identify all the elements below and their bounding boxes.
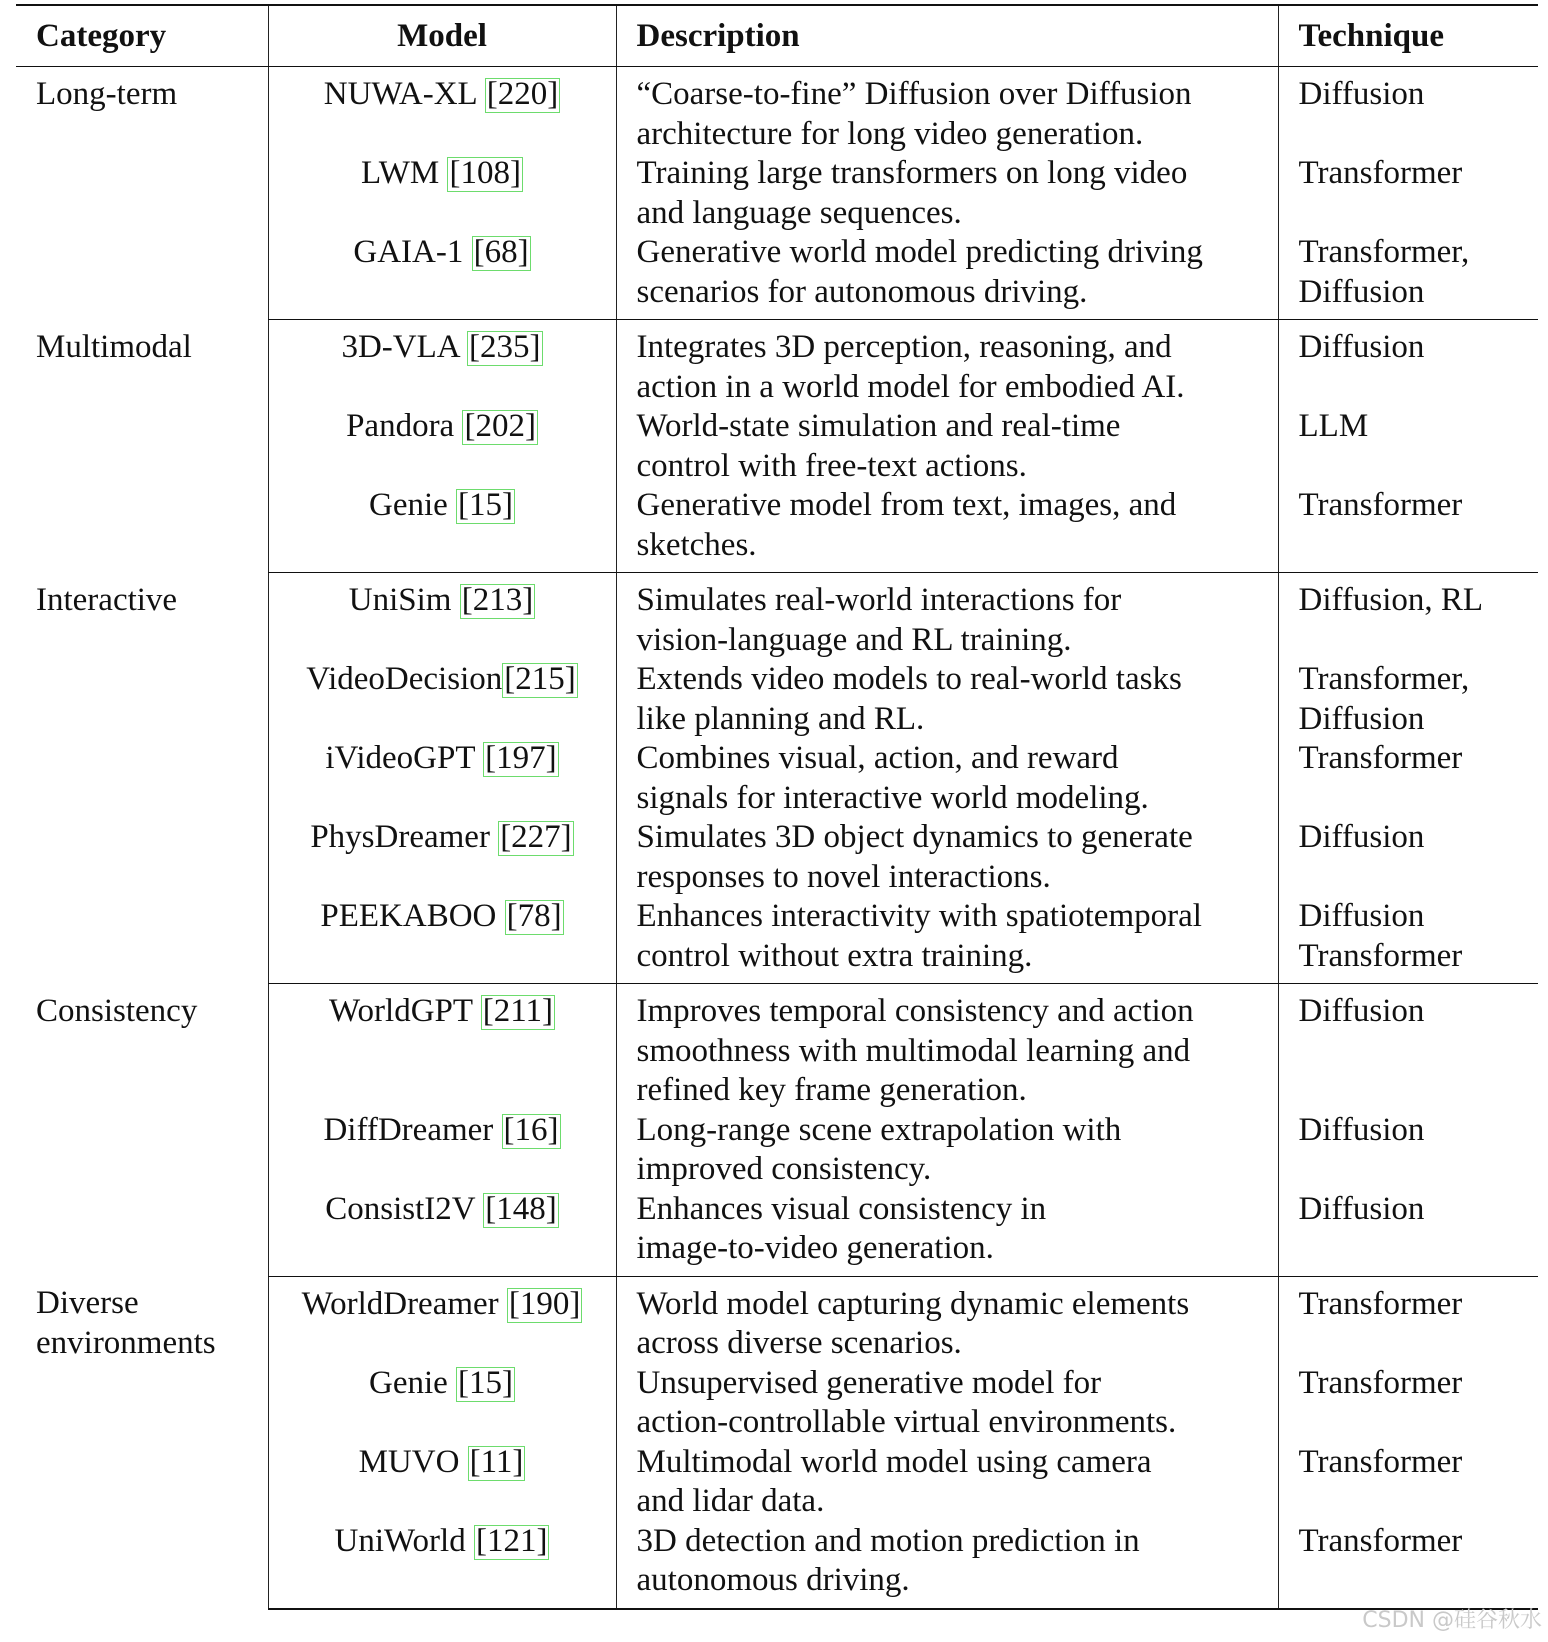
citation-link[interactable]: [235] xyxy=(469,329,541,365)
technique-cell xyxy=(1278,1522,1538,1609)
description-line: image-to-video generation. xyxy=(636,1230,994,1266)
description-line: autonomous driving. xyxy=(636,1562,910,1598)
description-line: World model capturing dynamic elements xyxy=(636,1285,1190,1322)
technique-line: Transformer, xyxy=(1298,661,1470,697)
technique-cell xyxy=(1278,154,1538,233)
model-cell xyxy=(268,573,616,661)
description-line: scenarios for autonomous driving. xyxy=(636,273,1088,310)
description-line: World-state simulation and real-time xyxy=(636,408,1121,444)
technique-line: Transformer xyxy=(1298,937,1463,974)
technique-cell xyxy=(1278,984,1538,1111)
technique-line: Diffusion xyxy=(1298,700,1425,737)
technique-cell xyxy=(1278,739,1538,818)
category-label: Consistency xyxy=(36,992,198,1029)
description-cell xyxy=(616,984,1278,1111)
citation-link[interactable]: [78] xyxy=(506,898,562,934)
category-label: Long-term xyxy=(36,76,178,112)
technique-cell xyxy=(1278,320,1538,408)
technique-cell xyxy=(1278,897,1538,984)
description-cell xyxy=(616,1111,1278,1190)
citation-link[interactable]: [16] xyxy=(503,1111,559,1148)
model-name: UniWorld xyxy=(334,1522,474,1559)
technique-line: Transformer xyxy=(1298,1285,1463,1322)
header-technique: Technique xyxy=(1278,5,1538,67)
model-cell xyxy=(268,320,616,408)
description-cell xyxy=(616,1443,1278,1522)
citation-link[interactable]: [108] xyxy=(449,155,521,191)
technique-line: Diffusion xyxy=(1298,993,1425,1029)
description-cell xyxy=(616,67,1278,155)
description-cell xyxy=(616,233,1278,320)
technique-cell xyxy=(1278,67,1538,155)
technique-line: Diffusion xyxy=(1298,1190,1425,1227)
model-cell xyxy=(268,1364,616,1443)
model-name: 3D-VLA xyxy=(341,329,468,365)
table-row xyxy=(16,984,1538,1111)
description-cell xyxy=(616,660,1278,739)
technique-line: Diffusion xyxy=(1298,76,1425,112)
technique-line: Transformer xyxy=(1298,1443,1463,1480)
table-row xyxy=(16,320,1538,408)
technique-line: Transformer xyxy=(1298,487,1463,523)
header-category: Category xyxy=(16,5,268,67)
description-line: refined key frame generation. xyxy=(636,1072,1027,1108)
model-cell xyxy=(268,1111,616,1190)
description-line: Enhances visual consistency in xyxy=(636,1190,1047,1227)
description-cell xyxy=(616,486,1278,573)
description-line: sketches. xyxy=(636,526,757,563)
description-line: Extends video models to real-world tasks xyxy=(636,661,1182,697)
technique-line: Transformer xyxy=(1298,1364,1463,1401)
model-name: ConsistI2V xyxy=(325,1190,484,1227)
technique-cell xyxy=(1278,1443,1538,1522)
description-line: control with free-text actions. xyxy=(636,447,1027,484)
world-models-table xyxy=(16,4,1538,1610)
table-row xyxy=(16,1276,1538,1364)
technique-line: Transformer xyxy=(1298,740,1463,776)
description-line: and language sequences. xyxy=(636,194,962,231)
model-name: LWM xyxy=(361,155,448,191)
citation-link[interactable]: [227] xyxy=(500,819,572,855)
technique-line: LLM xyxy=(1298,408,1369,444)
description-cell xyxy=(616,154,1278,233)
category-label: Multimodal xyxy=(36,328,192,365)
model-cell xyxy=(268,1190,616,1277)
citation-link[interactable]: [121] xyxy=(475,1522,548,1559)
description-line: Multimodal world model using camera xyxy=(636,1443,1152,1480)
description-line: responses to novel interactions. xyxy=(636,858,1051,895)
description-line: Improves temporal consistency and action xyxy=(636,993,1194,1029)
citation-link[interactable]: [11] xyxy=(469,1443,524,1480)
description-line: Combines visual, action, and reward xyxy=(636,740,1119,776)
description-line: Simulates real-world interactions for xyxy=(636,582,1122,618)
model-name: VideoDecision xyxy=(306,661,503,697)
technique-cell xyxy=(1278,1111,1538,1190)
model-name: PEEKABOO xyxy=(320,898,505,934)
technique-line: Diffusion xyxy=(1298,898,1425,934)
technique-line: Diffusion, RL xyxy=(1298,582,1484,618)
technique-line: Transformer xyxy=(1298,155,1463,191)
watermark: CSDN @硅谷秋水 xyxy=(1362,1608,1542,1633)
model-name: MUVO xyxy=(358,1443,468,1480)
citation-link[interactable]: [148] xyxy=(485,1190,557,1227)
description-cell xyxy=(616,1364,1278,1443)
citation-link[interactable]: [215] xyxy=(504,661,576,697)
model-name: iVideoGPT xyxy=(325,740,484,776)
model-cell xyxy=(268,233,616,320)
description-line: Enhances interactivity with spatiotemporal xyxy=(636,898,1202,934)
description-line: improved consistency. xyxy=(636,1151,932,1187)
technique-cell xyxy=(1278,233,1538,320)
category-cell xyxy=(16,67,268,320)
model-cell xyxy=(268,984,616,1111)
model-cell xyxy=(268,407,616,486)
model-name: WorldGPT xyxy=(329,993,481,1029)
technique-line: Transformer xyxy=(1298,1522,1463,1559)
technique-cell xyxy=(1278,818,1538,897)
table-row xyxy=(16,67,1538,155)
description-cell xyxy=(616,1276,1278,1364)
description-cell xyxy=(616,573,1278,661)
description-line: Generative world model predicting driving xyxy=(636,234,1203,270)
description-cell xyxy=(616,407,1278,486)
citation-link[interactable]: [68] xyxy=(473,234,529,270)
description-cell xyxy=(616,320,1278,408)
description-line: 3D detection and motion prediction in xyxy=(636,1522,1140,1559)
model-name: Genie xyxy=(368,1364,457,1401)
category-label: Diverse environments xyxy=(36,1285,216,1361)
model-name: NUWA-XL xyxy=(323,76,485,112)
description-line: Training large transformers on long video xyxy=(636,155,1188,191)
model-cell xyxy=(268,739,616,818)
model-cell xyxy=(268,897,616,984)
technique-cell xyxy=(1278,1276,1538,1364)
technique-line: Diffusion xyxy=(1298,819,1425,855)
description-cell xyxy=(616,1190,1278,1277)
technique-line: Diffusion xyxy=(1298,1111,1425,1148)
category-cell xyxy=(16,1276,268,1609)
model-name: DiffDreamer xyxy=(323,1111,502,1148)
model-name: Genie xyxy=(368,487,457,523)
description-line: like planning and RL. xyxy=(636,700,925,737)
citation-link[interactable]: [213] xyxy=(461,582,534,618)
description-cell xyxy=(616,818,1278,897)
model-name: GAIA-1 xyxy=(353,234,472,270)
description-line: across diverse scenarios. xyxy=(636,1325,962,1361)
description-line: Generative model from text, images, and xyxy=(636,487,1177,523)
model-cell xyxy=(268,1522,616,1609)
technique-cell xyxy=(1278,1190,1538,1277)
citation-link[interactable]: [220] xyxy=(486,76,559,112)
citation-link[interactable]: [190] xyxy=(508,1285,581,1322)
description-line: and lidar data. xyxy=(636,1483,825,1519)
model-name: WorldDreamer xyxy=(301,1285,507,1322)
category-cell xyxy=(16,984,268,1277)
technique-line: Diffusion xyxy=(1298,273,1425,310)
technique-cell xyxy=(1278,573,1538,661)
model-name: Pandora xyxy=(346,408,463,444)
model-cell xyxy=(268,1276,616,1364)
category-cell xyxy=(16,573,268,984)
model-name: PhysDreamer xyxy=(310,819,499,855)
model-cell xyxy=(268,154,616,233)
table-row xyxy=(16,573,1538,661)
table-body xyxy=(16,67,1538,1609)
description-line: Unsupervised generative model for xyxy=(636,1364,1102,1401)
description-cell xyxy=(616,1522,1278,1609)
citation-link[interactable]: [15] xyxy=(458,487,514,523)
description-line: Simulates 3D object dynamics to generate xyxy=(636,819,1193,855)
description-line: Long-range scene extrapolation with xyxy=(636,1111,1122,1148)
description-line: Integrates 3D perception, reasoning, and xyxy=(636,329,1172,365)
header-model: Model xyxy=(268,5,616,67)
model-cell xyxy=(268,486,616,573)
description-cell xyxy=(616,897,1278,984)
description-cell xyxy=(616,739,1278,818)
technique-cell xyxy=(1278,1364,1538,1443)
description-line: architecture for long video generation. xyxy=(636,115,1144,152)
category-cell xyxy=(16,320,268,573)
model-cell xyxy=(268,818,616,897)
description-line: smoothness with multimodal learning and xyxy=(636,1032,1191,1069)
model-cell xyxy=(268,660,616,739)
technique-line: Transformer, xyxy=(1298,234,1470,270)
model-name: UniSim xyxy=(348,582,460,618)
technique-cell xyxy=(1278,486,1538,573)
model-cell xyxy=(268,1443,616,1522)
table-header-row xyxy=(16,5,1538,67)
description-line: action in a world model for embodied AI. xyxy=(636,368,1185,405)
model-cell xyxy=(268,67,616,155)
technique-cell xyxy=(1278,407,1538,486)
technique-line: Diffusion xyxy=(1298,329,1425,365)
citation-link[interactable]: [15] xyxy=(458,1364,514,1401)
category-label: Interactive xyxy=(36,581,178,618)
description-line: vision-language and RL training. xyxy=(636,621,1072,658)
description-line: action-controllable virtual environments. xyxy=(636,1404,1177,1440)
description-line: “Coarse-to-fine” Diffusion over Diffusion xyxy=(636,76,1192,112)
description-line: signals for interactive world modeling. xyxy=(636,779,1149,816)
citation-link[interactable]: [211] xyxy=(482,993,553,1029)
header-description: Description xyxy=(616,5,1278,67)
citation-link[interactable]: [197] xyxy=(485,740,557,776)
technique-cell xyxy=(1278,660,1538,739)
description-line: control without extra training. xyxy=(636,937,1033,974)
citation-link[interactable]: [202] xyxy=(464,408,536,444)
